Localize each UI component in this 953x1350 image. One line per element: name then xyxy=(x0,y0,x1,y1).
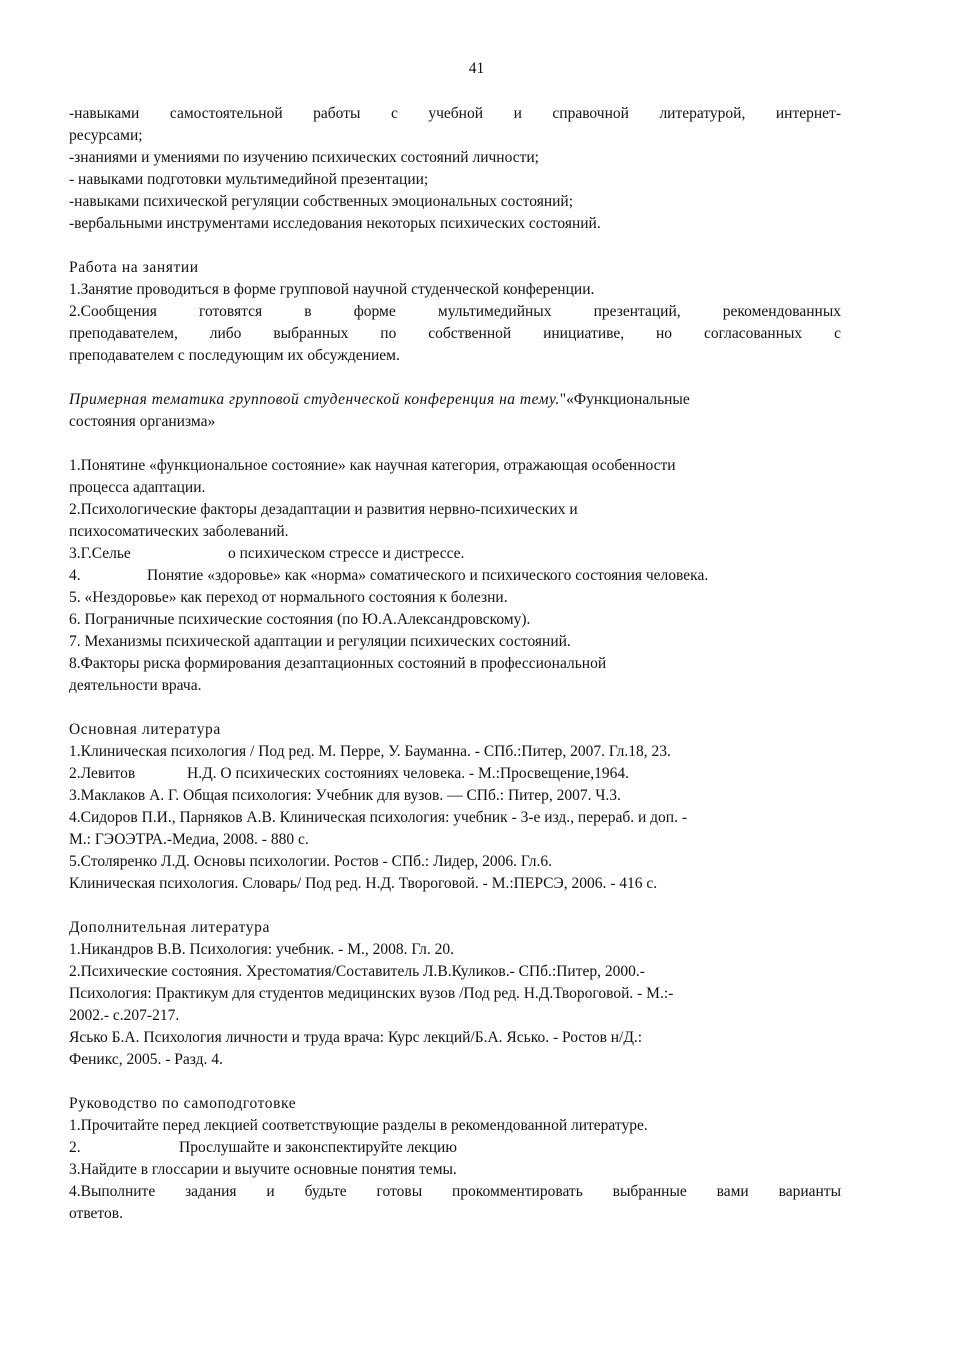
skills-line: - навыками подготовки мультимедийной презентации; xyxy=(69,171,429,188)
work-line: преподавателем, либо выбранных по собственной инициативе, но согласованных с xyxy=(69,325,841,342)
work-line: 2.Сообщения готовятся в форме мультимедийных презентаций, рекомендованных xyxy=(69,303,841,320)
literature-line xyxy=(69,763,841,785)
skills-line: ресурсами; xyxy=(69,127,143,144)
literature-number: 2.Левитов xyxy=(69,765,136,782)
literature-line: Клиническая психология. Словарь/ Под ред. Н.Д. Твороговой. - М.:ПЕРСЭ, 2006. - 416 с. xyxy=(69,875,658,892)
work-line: 1.Занятие проводиться в форме групповой научной студенческой конференции. xyxy=(69,281,595,298)
page-content xyxy=(69,103,841,1225)
literature-line: 1.Никандров В.В. Психология: учебник. - М., 2008. Гл. 20. xyxy=(69,941,455,958)
topic-line: 1.Понятине «функциональное состояние» как научная категория, отражающая особенности xyxy=(69,457,676,474)
self-study-line: ответов. xyxy=(69,1205,123,1222)
topic-number: 4. xyxy=(69,567,81,584)
topic-line: деятельности врача. xyxy=(69,677,202,694)
topic-number: 3.Г.Селье xyxy=(69,545,131,562)
topic-line xyxy=(69,565,841,587)
self-study-line xyxy=(69,1137,841,1159)
topic-text: Понятие «здоровье» как «норма» соматического и психического состояния человека. xyxy=(147,567,709,584)
self-study-line: 4.Выполните задания и будьте готовы прокомментировать выбранные вами варианты xyxy=(69,1183,841,1200)
additional-literature-section xyxy=(69,917,841,1071)
page-number: 41 xyxy=(468,60,485,77)
topics-intro-italic: Примерная тематика групповой студенческой конференция на тему. xyxy=(69,391,560,408)
topic-line: 2.Психологические факторы дезадаптации и развития нервно-психических и xyxy=(69,501,578,518)
literature-line: 2002.- с.207-217. xyxy=(69,1007,180,1024)
skills-line: -навыками психической регуляции собственных эмоциональных состояний; xyxy=(69,193,574,210)
skills-line: -навыками самостоятельной работы с учебной и справочной литературой, интернет- xyxy=(69,105,841,122)
main-literature-section xyxy=(69,719,841,895)
topic-line: психосоматических заболеваний. xyxy=(69,523,289,540)
literature-line: 5.Столяренко Л.Д. Основы психологии. Ростов - СПб.: Лидер, 2006. Гл.6. xyxy=(69,853,552,870)
section-heading: Дополнительная литература xyxy=(69,919,270,936)
section-heading: Основная литература xyxy=(69,721,221,738)
work-line: преподавателем с последующим их обсуждением. xyxy=(69,347,400,364)
topic-line: процесса адаптации. xyxy=(69,479,206,496)
self-study-number: 2. xyxy=(69,1139,81,1156)
skills-line: -знаниями и умениями по изучению психических состояний личности; xyxy=(69,149,539,166)
section-heading: Работа на занятии xyxy=(69,259,199,276)
skills-list xyxy=(69,103,841,235)
topics-intro xyxy=(69,389,841,411)
self-study-text: Прослушайте и законспектируйте лекцию xyxy=(179,1139,457,1156)
topic-line: 7. Механизмы психической адаптации и регуляции психических состояний. xyxy=(69,633,571,650)
topic-line xyxy=(69,543,841,565)
literature-line: 4.Сидоров П.И., Парняков А.В. Клиническая психология: учебник - 3-е изд., перераб. и доп. - xyxy=(69,809,688,826)
literature-text: Н.Д. О психических состояниях человека. - М.:Просвещение,1964. xyxy=(187,765,630,782)
topic-line: 5. «Нездоровье» как переход от нормального состояния к болезни. xyxy=(69,589,508,606)
topic-text: о психическом стрессе и дистрессе. xyxy=(228,545,465,562)
topics-section xyxy=(69,389,841,697)
literature-line: 2.Психические состояния. Хрестоматия/Составитель Л.В.Куликов.- СПб.:Питер, 2000.- xyxy=(69,963,645,980)
literature-line: 3.Маклаков А. Г. Общая психология: Учебник для вузов. — СПб.: Питер, 2007. Ч.3. xyxy=(69,787,621,804)
topics-intro-rest: "«Функциональные xyxy=(559,391,690,408)
literature-line: М.: ГЭОЭТРА.-Медиа, 2008. - 880 с. xyxy=(69,831,309,848)
section-heading: Руководство по самоподготовке xyxy=(69,1095,297,1112)
self-study-line: 1.Прочитайте перед лекцией соответствующие разделы в рекомендованной литературе. xyxy=(69,1117,648,1134)
skills-line: -вербальными инструментами исследования некоторых психических состояний. xyxy=(69,215,601,232)
work-section xyxy=(69,257,841,367)
self-study-line: 3.Найдите в глоссарии и выучите основные понятия темы. xyxy=(69,1161,457,1178)
topic-line: 6. Пограничные психические состояния (по Ю.А.Александровскому). xyxy=(69,611,531,628)
literature-line: 1.Клиническая психология / Под ред. М. Перре, У. Бауманна. - СПб.:Питер, 2007. Гл.18, 23. xyxy=(69,743,671,760)
literature-line: Ясько Б.А. Психология личности и труда врача: Курс лекций/Б.А. Ясько. - Ростов н/Д.: xyxy=(69,1029,643,1046)
literature-line: Феникс, 2005. - Разд. 4. xyxy=(69,1051,223,1068)
self-study-section xyxy=(69,1093,841,1225)
topic-line: 8.Факторы риска формирования дезаптационных состояний в профессиональной xyxy=(69,655,607,672)
literature-line: Психология: Практикум для студентов медицинских вузов /Под ред. Н.Д.Твороговой. - М.:- xyxy=(69,985,674,1002)
topics-intro-line2: состояния организма» xyxy=(69,413,216,430)
